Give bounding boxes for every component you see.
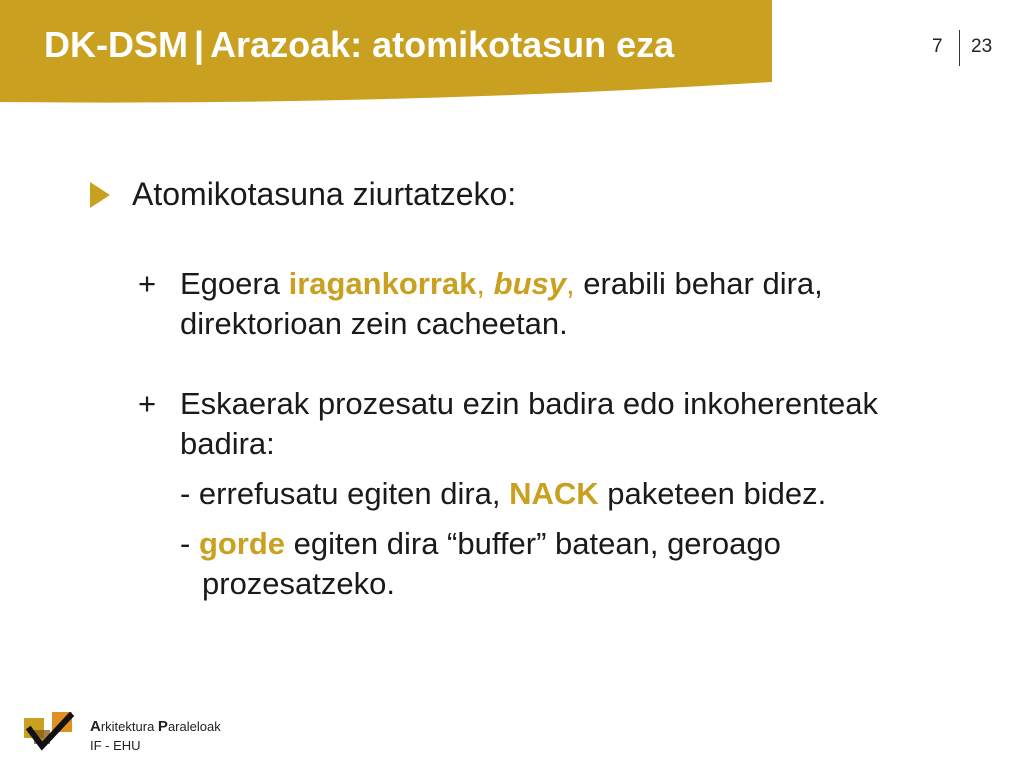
sub-item bbox=[138, 524, 878, 564]
plus-bullet: + bbox=[138, 386, 157, 421]
item-line bbox=[138, 264, 823, 304]
highlight-busy: busy bbox=[493, 266, 566, 301]
text-segment: , bbox=[566, 266, 575, 301]
triangle-bullet-icon bbox=[90, 182, 110, 208]
text-segment: erabili behar dira, bbox=[574, 266, 823, 301]
slide-title bbox=[44, 24, 674, 66]
title-separator: | bbox=[193, 24, 205, 65]
item-line: direktorioan zein cacheetan. bbox=[180, 306, 568, 341]
plus-bullet: + bbox=[138, 266, 157, 301]
list-item bbox=[138, 384, 878, 604]
sub-item-continuation: prozesatzeko. bbox=[202, 566, 395, 601]
item-line: Eskaerak prozesatu ezin badira edo inkoherenteak bbox=[180, 386, 878, 421]
page-current: 7 bbox=[932, 36, 943, 57]
highlight-gorde: gorde bbox=[198, 526, 286, 561]
header-curve bbox=[0, 80, 772, 104]
text-segment: , bbox=[476, 266, 494, 301]
item-line: badira: bbox=[180, 426, 275, 461]
footer-course-name bbox=[90, 718, 221, 735]
heading: Atomikotasuna ziurtatzeko: bbox=[132, 176, 517, 212]
text-segment: Egoera bbox=[180, 266, 289, 301]
sub-item bbox=[138, 474, 878, 514]
footer-initial: A bbox=[90, 718, 101, 735]
page-divider bbox=[959, 30, 960, 66]
footer-institution: IF - EHU bbox=[90, 738, 141, 753]
text-segment: - bbox=[180, 526, 199, 561]
footer-text: araleloak bbox=[167, 719, 221, 734]
footer-initial: P bbox=[157, 718, 168, 735]
highlight-nack: NACK bbox=[509, 476, 599, 511]
text-segment: egiten dira “buffer” batean, geroago bbox=[285, 526, 781, 561]
footer-text: rkitektura bbox=[100, 719, 158, 734]
page-total: 23 bbox=[971, 36, 993, 57]
list-item bbox=[138, 264, 823, 344]
checkmark-logo-icon bbox=[24, 712, 74, 752]
text-segment: paketeen bidez. bbox=[598, 476, 827, 511]
highlight-transient: iragankorrak bbox=[288, 266, 477, 301]
title-main: Arazoak: atomikotasun eza bbox=[210, 24, 675, 65]
title-prefix: DK-DSM bbox=[44, 24, 188, 65]
text-segment: - errefusatu egiten dira, bbox=[180, 476, 510, 511]
